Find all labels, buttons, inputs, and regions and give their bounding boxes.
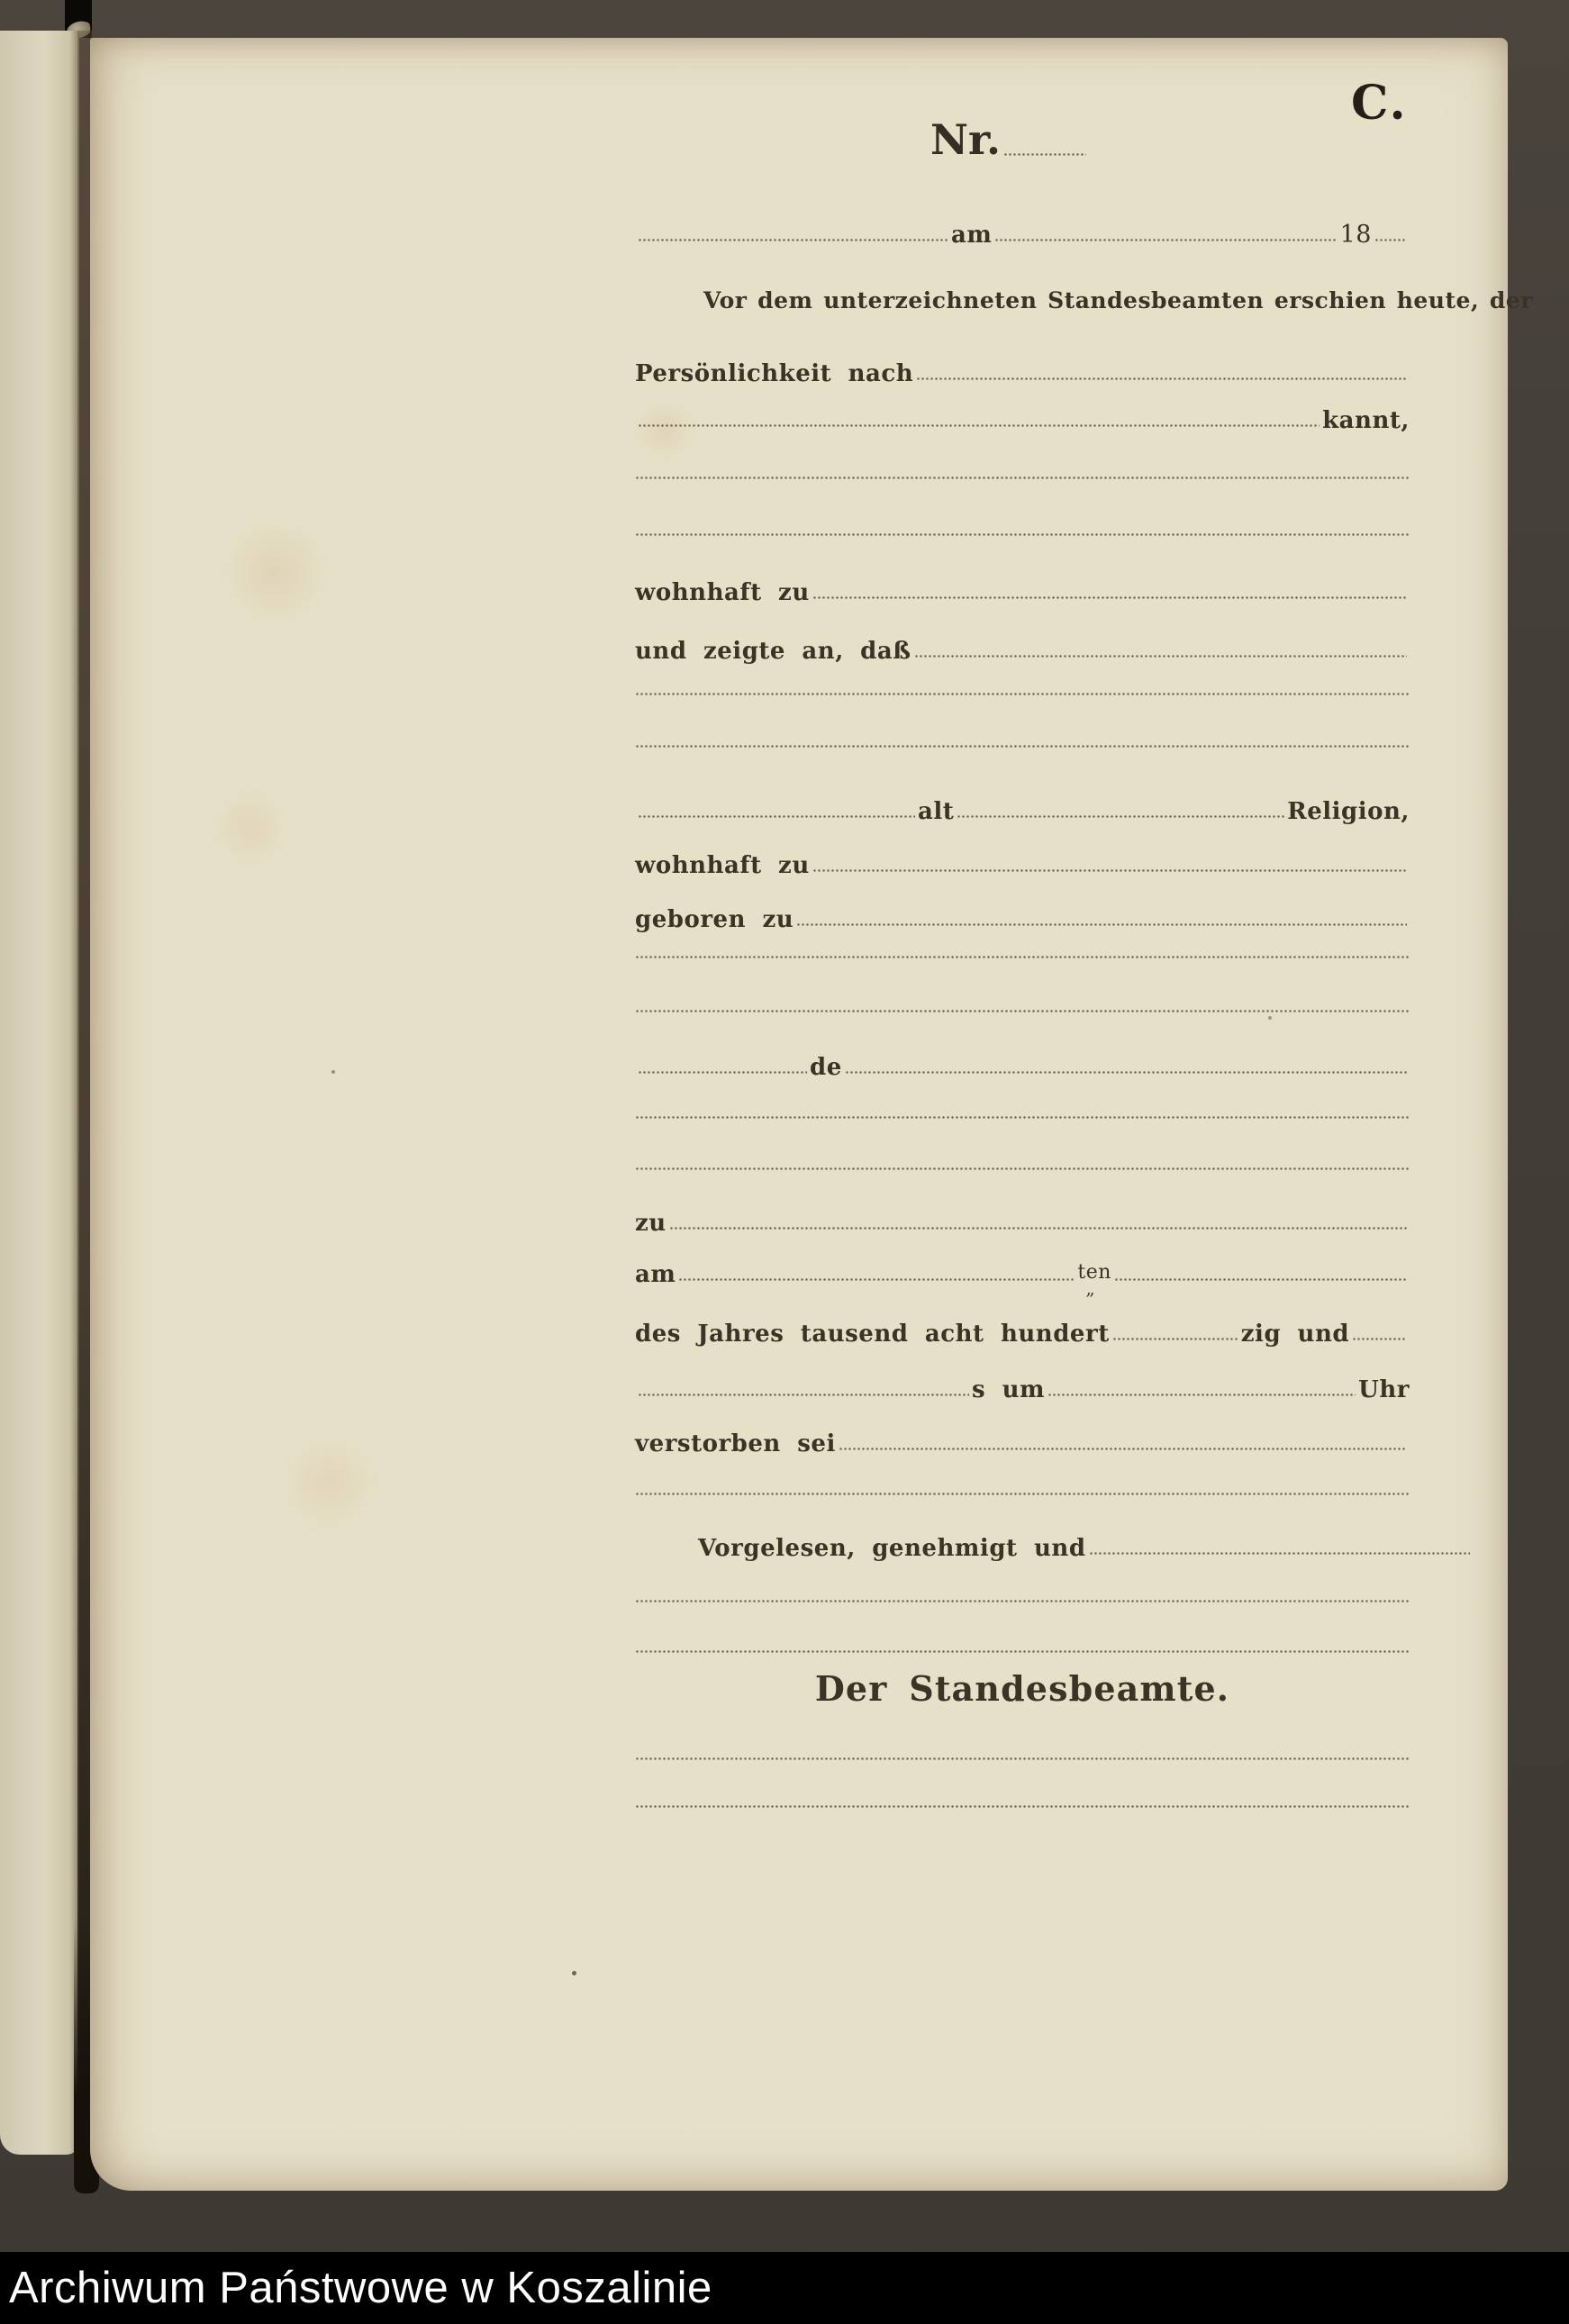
blank-field bbox=[1114, 1278, 1407, 1281]
archive-name: Archiwum Państwowe w Koszalinie bbox=[9, 2263, 712, 2312]
dotted-rule bbox=[635, 1600, 1410, 1602]
uhrzeit-line bbox=[635, 1364, 1410, 1402]
verstorben-label: verstorben sei bbox=[635, 1430, 836, 1457]
blank-field bbox=[1048, 1393, 1356, 1396]
paper-speck bbox=[1268, 1016, 1272, 1020]
record-number-line bbox=[930, 115, 1166, 164]
wohnhaft-line-1 bbox=[635, 567, 1410, 604]
zu-line bbox=[635, 1197, 1410, 1235]
des-jahres-label: des Jahres tausend acht hundert bbox=[635, 1321, 1110, 1348]
blank-field bbox=[1352, 1338, 1407, 1340]
uhr-label: Uhr bbox=[1358, 1376, 1410, 1403]
geboren-label: geboren zu bbox=[635, 906, 794, 933]
wohnhaft-line-2 bbox=[635, 840, 1410, 877]
paper-speck bbox=[572, 1971, 576, 1975]
todestag-line bbox=[635, 1248, 1410, 1299]
blank-field bbox=[916, 377, 1407, 380]
blank-field bbox=[1003, 153, 1086, 156]
kannt-line bbox=[635, 395, 1410, 432]
am-label: am bbox=[951, 222, 993, 249]
zig-und-label: zig und bbox=[1240, 1321, 1350, 1348]
nr-label: Nr. bbox=[930, 115, 1002, 164]
de-line bbox=[635, 1041, 1410, 1079]
paper-speck bbox=[331, 1070, 335, 1074]
blank-field bbox=[957, 815, 1284, 818]
jahr-line bbox=[635, 1308, 1410, 1346]
anzeige-line bbox=[635, 625, 1410, 663]
blank-field bbox=[638, 1071, 807, 1074]
form-page bbox=[90, 38, 1533, 2191]
paper-stain bbox=[216, 513, 333, 631]
intro-line: Vor dem unterzeichneten Standesbeamten erschien heute, der bbox=[703, 287, 1533, 313]
religion-label: Religion, bbox=[1287, 798, 1410, 825]
zu-label: zu bbox=[635, 1210, 667, 1237]
blank-field bbox=[678, 1278, 1075, 1281]
ten-suffix: ten bbox=[1077, 1261, 1111, 1284]
alt-label: alt bbox=[918, 798, 955, 825]
paper-stain bbox=[275, 1430, 383, 1538]
dotted-rule bbox=[635, 693, 1410, 695]
blank-field bbox=[669, 1227, 1407, 1230]
previous-page-edge bbox=[0, 31, 79, 2155]
dotted-rule bbox=[635, 1116, 1410, 1119]
archive-watermark-bar bbox=[0, 2252, 1569, 2324]
blank-field bbox=[1374, 239, 1407, 241]
blank-field bbox=[638, 815, 915, 818]
dotted-rule bbox=[635, 956, 1410, 958]
kannt-label: kannt, bbox=[1322, 407, 1410, 434]
dotted-rule bbox=[635, 1757, 1410, 1760]
blank-field bbox=[812, 596, 1407, 599]
und-zeigte-label: und zeigte an, daß bbox=[635, 638, 911, 665]
vorgelesen-label: Vorgelesen, genehmigt und bbox=[698, 1535, 1086, 1562]
blank-field bbox=[638, 424, 1320, 427]
blank-field bbox=[845, 1071, 1407, 1074]
persoenlichkeit-label: Persönlichkeit nach bbox=[635, 360, 914, 387]
wohnhaft-label: wohnhaft zu bbox=[635, 579, 810, 606]
vorgelesen-line bbox=[635, 1522, 1473, 1560]
dotted-rule bbox=[635, 1493, 1410, 1495]
alter-religion-line bbox=[635, 785, 1410, 823]
dotted-rule bbox=[635, 1167, 1410, 1170]
persoenlichkeit-line bbox=[635, 348, 1410, 386]
registrar-signature-title: Der Standesbeamte. bbox=[814, 1668, 1230, 1709]
paper-stain bbox=[207, 785, 293, 871]
blank-field bbox=[796, 923, 1407, 926]
s-um-label: s um bbox=[972, 1376, 1046, 1403]
ten-ordinal bbox=[1077, 1259, 1111, 1299]
blank-field bbox=[839, 1448, 1407, 1450]
blank-field bbox=[638, 1393, 969, 1396]
dotted-rule bbox=[635, 1650, 1410, 1653]
verstorben-line bbox=[635, 1418, 1410, 1456]
blank-field bbox=[812, 869, 1407, 872]
blank-field bbox=[1089, 1552, 1470, 1555]
dotted-rule bbox=[635, 1010, 1410, 1012]
ditto-mark: „ bbox=[1085, 1277, 1096, 1299]
blank-field bbox=[638, 239, 948, 241]
dotted-rule bbox=[635, 533, 1410, 536]
dotted-rule bbox=[635, 745, 1410, 748]
de-label: de bbox=[810, 1054, 842, 1081]
date-line bbox=[635, 209, 1410, 247]
blank-field bbox=[994, 239, 1337, 241]
dotted-rule bbox=[635, 1805, 1410, 1808]
dotted-rule bbox=[635, 477, 1410, 479]
form-series-letter: C. bbox=[1351, 76, 1408, 131]
wohnhaft-label: wohnhaft zu bbox=[635, 852, 810, 879]
year-prefix: 18 bbox=[1339, 221, 1372, 249]
am-label: am bbox=[635, 1261, 676, 1288]
blank-field bbox=[914, 655, 1407, 658]
geboren-line bbox=[635, 894, 1410, 931]
blank-field bbox=[1112, 1338, 1238, 1340]
